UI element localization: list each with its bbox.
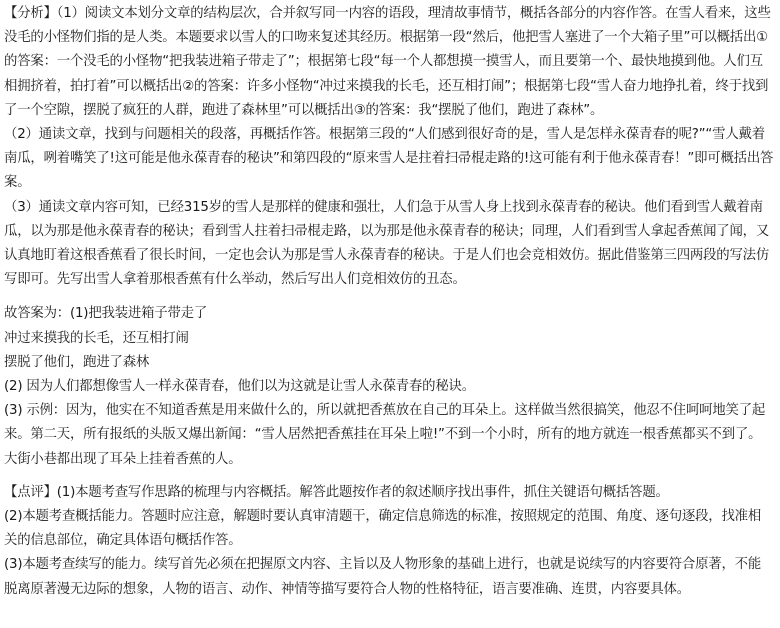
section-gap	[4, 472, 774, 481]
comment-part-3: (3)本题考查续写的能力。续写首先必须在把握原文内容、主旨以及人物形象的基础上进行，也就是说续写的内容要符合原著，不能脱离原著漫无边际的想象，人物的语言、动作、神情等描写要符合人物的性格特征，语言要准确、连贯，内容要具体。	[4, 557, 762, 597]
answer-part-3-example: (3) 示例：因为，他实在不知道香蕉是用来做什么的，所以就把香蕉放在自己的耳朵上。这样做当然很搞笑，他忍不住呵呵地笑了起来。第二天，所有报纸的头版又爆出新闻：“雪人居然把香蕉挂在耳朵上啦!”不到一个小时，所有的地方就连一根香蕉都买不到了。大街小巷都出现了耳朵上挂着香蕉的人。	[4, 403, 766, 467]
answer-line-4: (2) 因为人们都想像雪人一样永葆青春，他们以为这就是让雪人永葆青春的秘诀。	[4, 379, 475, 395]
answer-line-3: 摆脱了他们，跑进了森林	[4, 354, 150, 370]
comment-part-2: (2)本题考查概括能力。答题时应注意，解题时要认真审清题干，确定信息筛选的标准，按照规定的范围、角度、逐句逐段，找准相关的信息部位，确定具体语句概括作答。	[4, 509, 762, 549]
analysis-section	[4, 2, 774, 292]
comment-section	[4, 481, 774, 602]
analysis-part-1: 【分析】（1）阅读文本划分文章的结构层次，合并叙写同一内容的语段，理清故事情节，概括各部分的内容作答。在雪人看来，这些没毛的小怪物们指的是人类。本题要求以雪人的口吻来复述其经历。根据第一段“然后，他把雪人塞进了一个大箱子里”可以概括出①的答案：一个没毛的小怪物“把我装进箱子带走了”；根据第七段“每一个人都想摸一摸雪人，而且要第一个、最快地摸到他。人们互相拥挤着，拍打着”可以概括出②的答案：许多小怪物“冲过来摸我的长毛，还互相打闹”；根据第七段“雪人奋力地挣扎着，终于找到了一个空隙，摆脱了疯狂的人群，跑进了森林里”可以概括出③的答案：我“摆脱了他们，跑进了森林”。	[4, 6, 771, 118]
answer-line-2: 冲过来摸我的长毛，还互相打闹	[4, 330, 189, 346]
section-gap	[4, 292, 774, 302]
answer-line-1: 故答案为：(1)把我装进箱子带走了	[4, 306, 208, 322]
analysis-part-3: （3）通读文章内容可知，已经315岁的雪人是那样的健康和强壮，人们急于从雪人身上找到永葆青春的秘诀。他们看到雪人戴着南瓜，以为那是他永葆青春的秘诀；看到雪人拄着扫帚棍走路，以为那是他永葆青春的秘诀；同理，人们看到雪人拿起香蕉闻了闻，又认真地盯着这根香蕉看了很长时间，一定也会认为那是雪人永葆青春的秘诀。于是人们也会竞相效仿。据此借鉴第三四两段的写法仿写即可。先写出雪人拿着那根香蕉有什么举动，然后写出人们竞相效仿的丑态。	[4, 199, 770, 288]
analysis-part-2: （2）通读文章，找到与问题相关的段落，再概括作答。根据第三段的“人们感到很好奇的是，雪人是怎样永葆青春的呢?”“雪人戴着南瓜，咧着嘴笑了!这可能是他永葆青春的秘诀”和第四段的“原来雪人是拄着扫帚棍走路的!这可能有利于他永葆青春！”即可概括出答案。	[4, 127, 774, 191]
comment-part-1: 【点评】(1)本题考查写作思路的梳理与内容概括。解答此题按作者的叙述顺序找出事件，抓住关键语句概括答题。	[4, 484, 669, 500]
answer-section	[4, 302, 774, 471]
